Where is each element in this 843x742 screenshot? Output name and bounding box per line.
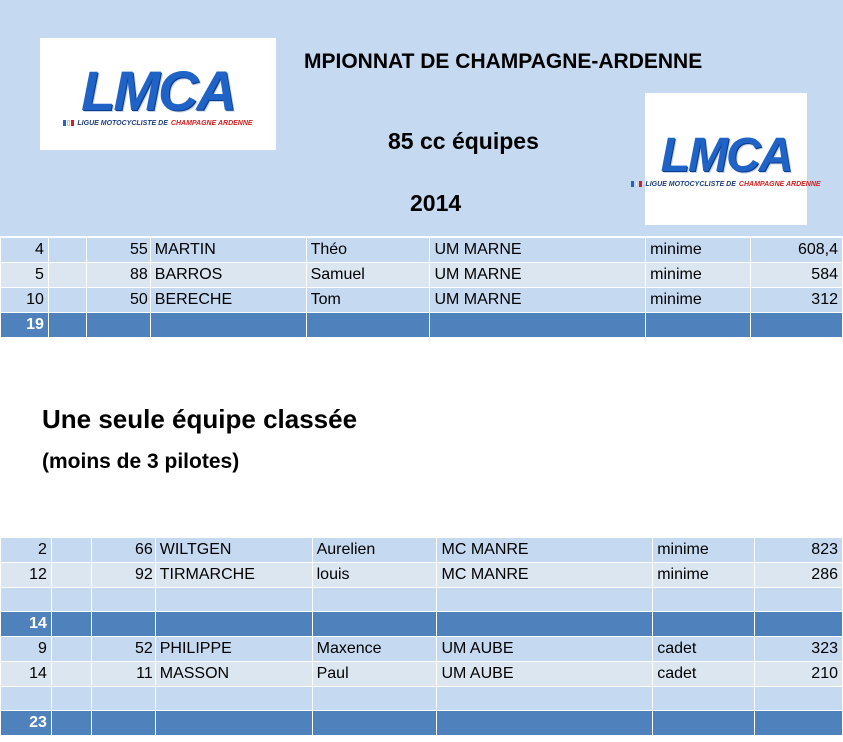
- cell-prenom: [312, 588, 437, 612]
- cell-categorie: [653, 687, 755, 711]
- cell-nom: [155, 588, 312, 612]
- cell-categorie: [653, 588, 755, 612]
- cell-categorie: cadet: [653, 637, 755, 662]
- logo-tagline-accent: CHAMPAGNE ARDENNE: [170, 119, 253, 127]
- cell-nom: [155, 687, 312, 711]
- table-row: [1, 288, 843, 313]
- cell-rank: 9: [1, 637, 52, 662]
- cell-nom: WILTGEN: [155, 538, 312, 563]
- cell-rank: 23: [1, 711, 52, 736]
- cell-points: 323: [755, 637, 843, 662]
- cell-dossard: 52: [91, 637, 155, 662]
- cell-points: 210: [755, 662, 843, 687]
- page-header: [0, 0, 843, 236]
- flag-icon: [63, 120, 74, 126]
- page-title: MPIONNAT DE CHAMPAGNE-ARDENNE: [304, 50, 703, 73]
- cell-club: [437, 687, 653, 711]
- cell-empty: [48, 288, 86, 313]
- lmca-logo: [40, 38, 276, 150]
- cell-dossard: 92: [91, 563, 155, 588]
- cell-categorie: [653, 711, 755, 736]
- cell-empty: [48, 313, 86, 338]
- cell-rank: [1, 588, 52, 612]
- cell-rank: 14: [1, 662, 52, 687]
- cell-points: [755, 588, 843, 612]
- logo-tagline: [63, 120, 252, 127]
- cell-club: MC MANRE: [437, 538, 653, 563]
- cell-categorie: minime: [653, 563, 755, 588]
- cell-categorie: cadet: [653, 662, 755, 687]
- table-row: [1, 588, 843, 612]
- logo-tagline-text: LIGUE MOTOCYCLISTE DE: [77, 119, 168, 127]
- cell-prenom: Théo: [306, 238, 430, 263]
- cell-nom: [155, 711, 312, 736]
- cell-points: 608,4: [751, 238, 843, 263]
- cell-points: [751, 313, 843, 338]
- table-row: [1, 687, 843, 711]
- cell-club: UM MARNE: [430, 263, 646, 288]
- logo-tagline-accent: CHAMPAGNE ARDENNE: [738, 180, 821, 188]
- lmca-logo-secondary: [645, 93, 821, 225]
- cell-nom: MARTIN: [150, 238, 306, 263]
- table-row: [1, 637, 843, 662]
- team-total-row: [1, 313, 843, 338]
- cell-empty: [51, 588, 91, 612]
- cell-categorie: minime: [646, 238, 751, 263]
- cell-dossard: 50: [86, 288, 150, 313]
- cell-points: [755, 687, 843, 711]
- cell-rank: 10: [1, 288, 49, 313]
- cell-empty: [51, 538, 91, 563]
- cell-points: 286: [755, 563, 843, 588]
- cell-empty: [51, 687, 91, 711]
- cell-nom: [150, 313, 306, 338]
- cell-club: UM MARNE: [430, 238, 646, 263]
- page-year: 2014: [410, 190, 462, 216]
- cell-categorie: [653, 612, 755, 637]
- team-table-1: [0, 237, 843, 338]
- cell-dossard: 55: [86, 238, 150, 263]
- cell-prenom: Samuel: [306, 263, 430, 288]
- logo-wordmark: LMCA: [660, 128, 792, 182]
- cell-rank: 4: [1, 238, 49, 263]
- cell-nom: MASSON: [155, 662, 312, 687]
- table-row: [1, 238, 843, 263]
- cell-nom: BARROS: [150, 263, 306, 288]
- team-total-row: [1, 711, 843, 736]
- cell-prenom: [312, 687, 437, 711]
- table-row: [1, 538, 843, 563]
- cell-points: [755, 711, 843, 736]
- cell-club: [437, 588, 653, 612]
- cell-rank: 2: [1, 538, 52, 563]
- cell-empty: [51, 563, 91, 588]
- cell-points: [755, 612, 843, 637]
- cell-rank: 12: [1, 563, 52, 588]
- cell-nom: [155, 612, 312, 637]
- cell-prenom: Aurelien: [312, 538, 437, 563]
- cell-categorie: [646, 313, 751, 338]
- cell-prenom: [306, 313, 430, 338]
- logo-wordmark: LMCA: [81, 58, 235, 122]
- cell-rank: 14: [1, 612, 52, 637]
- cell-empty: [51, 662, 91, 687]
- cell-club: UM AUBE: [437, 637, 653, 662]
- cell-categorie: minime: [646, 263, 751, 288]
- cell-empty: [51, 711, 91, 736]
- cell-prenom: Tom: [306, 288, 430, 313]
- cell-club: UM AUBE: [437, 662, 653, 687]
- cell-dossard: [91, 711, 155, 736]
- cell-nom: TIRMARCHE: [155, 563, 312, 588]
- team-table-2: [0, 537, 843, 736]
- cell-club: MC MANRE: [437, 563, 653, 588]
- team-total-row: [1, 612, 843, 637]
- cell-points: 584: [751, 263, 843, 288]
- cell-prenom: louis: [312, 563, 437, 588]
- cell-prenom: Paul: [312, 662, 437, 687]
- cell-rank: [1, 687, 52, 711]
- cell-dossard: [91, 687, 155, 711]
- cell-empty: [48, 238, 86, 263]
- cell-dossard: 66: [91, 538, 155, 563]
- cell-dossard: [91, 588, 155, 612]
- cell-dossard: [86, 313, 150, 338]
- cell-dossard: [91, 612, 155, 637]
- table-row: [1, 662, 843, 687]
- cell-club: UM MARNE: [430, 288, 646, 313]
- team-note-detail: (moins de 3 pilotes): [42, 450, 240, 473]
- cell-dossard: 11: [91, 662, 155, 687]
- cell-points: 312: [751, 288, 843, 313]
- cell-empty: [51, 637, 91, 662]
- cell-prenom: [312, 711, 437, 736]
- cell-club: [430, 313, 646, 338]
- cell-rank: 5: [1, 263, 49, 288]
- team-note-title: Une seule équipe classée: [42, 404, 358, 434]
- flag-icon: [631, 181, 642, 187]
- page-subtitle: 85 cc équipes: [388, 128, 539, 154]
- logo-tagline: [631, 181, 820, 188]
- table-row: [1, 263, 843, 288]
- cell-nom: PHILIPPE: [155, 637, 312, 662]
- table-row: [1, 563, 843, 588]
- cell-dossard: 88: [86, 263, 150, 288]
- cell-points: 823: [755, 538, 843, 563]
- cell-empty: [48, 263, 86, 288]
- cell-categorie: minime: [646, 288, 751, 313]
- cell-nom: BERECHE: [150, 288, 306, 313]
- logo-tagline-text: LIGUE MOTOCYCLISTE DE: [645, 180, 736, 188]
- cell-club: [437, 612, 653, 637]
- cell-categorie: minime: [653, 538, 755, 563]
- cell-rank: 19: [1, 313, 49, 338]
- cell-prenom: Maxence: [312, 637, 437, 662]
- cell-club: [437, 711, 653, 736]
- cell-prenom: [312, 612, 437, 637]
- cell-empty: [51, 612, 91, 637]
